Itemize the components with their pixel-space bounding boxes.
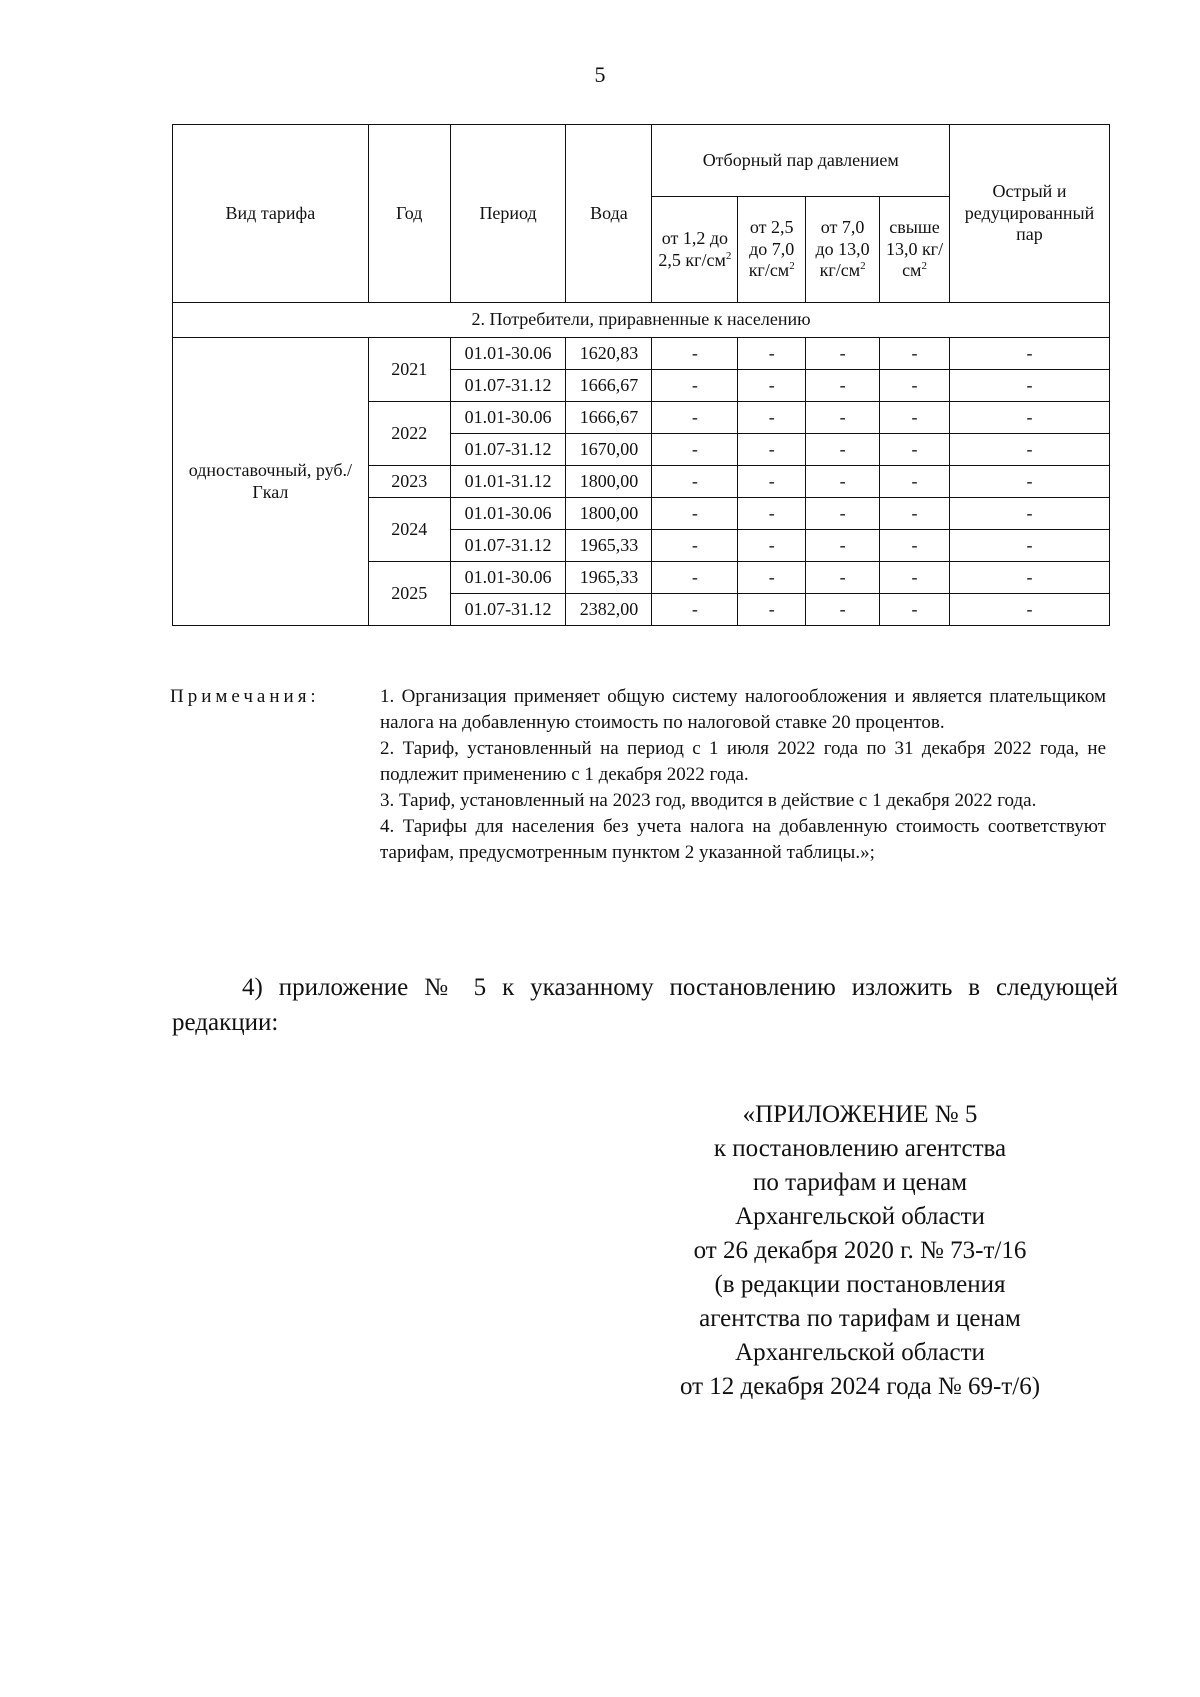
note-item: 4. Тарифы для населения без учета налога на добавленную стоимость соответствуют тарифам, предусмотренным пунктом 2 указанной таблицы.»; [380,816,1106,863]
period-cell: 01.01-30.06 [450,562,566,594]
header-selected-steam: Отборный пар давлением [652,125,950,197]
sharp-steam-cell: - [949,530,1109,562]
sharp-steam-cell: - [949,370,1109,402]
header-period: Период [450,125,566,303]
water-cell: 1666,67 [566,402,652,434]
pressure-3-cell: - [806,338,880,370]
pressure-1-cell: - [652,338,738,370]
pressure-4-cell: - [880,466,950,498]
pressure-3-cell: - [806,370,880,402]
pressure-3-cell: - [806,562,880,594]
pressure-4-cell: - [880,370,950,402]
water-cell: 1670,00 [566,434,652,466]
appendix-line: агентства по тарифам и ценам [699,1305,1021,1332]
pressure-1-cell: - [652,370,738,402]
pressure-2-cell: - [738,530,806,562]
header-pressure-4: свыше 13,0 $кг/см^2$ [880,197,950,303]
pressure-2-cell: - [738,466,806,498]
pressure-3-cell: - [806,530,880,562]
period-cell: 01.01-30.06 [450,498,566,530]
appendix-line: к постановлению агентства [713,1135,1007,1162]
pressure-3-cell: - [806,594,880,626]
water-cell: 1666,67 [566,370,652,402]
notes-list [380,684,1106,866]
header-sharp-steam: Острый и редуцированный пар [949,125,1109,303]
tariff-type-cell: одноставочный, руб./Гкал [173,338,369,626]
appendix-line: (в редакции постановления [714,1271,1006,1298]
year-cell: 2022 [368,402,450,466]
pressure-1-cell: - [652,434,738,466]
note-item: 2. Тариф, установленный на период с 1 июля 2022 года по 31 декабря 2022 года, не подлежит применению с 1 декабря 2022 года. [380,738,1106,785]
notes-label: Примечания: [170,686,320,707]
appendix-line: от 12 декабря 2024 года № 69-т/6) [679,1373,1041,1400]
note-item: 1. Организация применяет общую систему налогообложения и является плательщиком налога на добавленную стоимость по налоговой ставке 20 процентов. [380,686,1106,733]
pressure-3-cell: - [806,498,880,530]
header-pressure-3: от 7,0 до 13,0 $кг/см^2$ [806,197,880,303]
pressure-2-cell: - [738,402,806,434]
sharp-steam-cell: - [949,434,1109,466]
appendix-line: Архангельской области [735,1339,985,1366]
note-item: 3. Тариф, установленный на 2023 год, вводится в действие с 1 декабря 2022 года. [380,790,1037,811]
pressure-4-cell: - [880,402,950,434]
section-heading: 2. Потребители, приравненные к населению [173,303,1110,338]
appendix-line: от 26 декабря 2020 г. № 73-т/16 [693,1237,1027,1264]
pressure-1-cell: - [652,402,738,434]
appendix-line: по тарифам и ценам [752,1169,968,1196]
pressure-4-cell: - [880,562,950,594]
year-cell: 2021 [368,338,450,402]
pressure-1-cell: - [652,498,738,530]
water-cell: 1800,00 [566,498,652,530]
pressure-2-cell: - [738,370,806,402]
water-cell: 1965,33 [566,530,652,562]
period-cell: 01.07-31.12 [450,530,566,562]
sharp-steam-cell: - [949,498,1109,530]
water-cell: 1965,33 [566,562,652,594]
pressure-2-cell: - [738,562,806,594]
period-cell: 01.07-31.12 [450,434,566,466]
instruction-paragraph: 4) приложение № 5 к указанному постановлению изложить в следующей редакции: [172,974,1118,1036]
header-water: Вода [566,125,652,303]
water-cell: 1620,83 [566,338,652,370]
water-cell: 2382,00 [566,594,652,626]
page-number: 5 [594,62,606,87]
pressure-2-cell: - [738,338,806,370]
appendix-header [610,1098,1110,1404]
pressure-4-cell: - [880,498,950,530]
pressure-3-cell: - [806,434,880,466]
period-cell: 01.07-31.12 [450,370,566,402]
pressure-2-cell: - [738,594,806,626]
pressure-1-cell: - [652,562,738,594]
pressure-3-cell: - [806,402,880,434]
pressure-1-cell: - [652,466,738,498]
year-cell: 2023 [368,466,450,498]
pressure-3-cell: - [806,466,880,498]
header-pressure-2: от 2,5 до 7,0 $кг/см^2$ [738,197,806,303]
period-cell: 01.01-30.06 [450,402,566,434]
sharp-steam-cell: - [949,402,1109,434]
header-pressure-1: от 1,2 до 2,5 $кг/см^2$ [652,197,738,303]
header-year: Год [368,125,450,303]
year-cell: 2024 [368,498,450,562]
sharp-steam-cell: - [949,594,1109,626]
pressure-1-cell: - [652,530,738,562]
appendix-line: «ПРИЛОЖЕНИЕ № 5 [742,1101,978,1128]
sharp-steam-cell: - [949,562,1109,594]
period-cell: 01.01-30.06 [450,338,566,370]
period-cell: 01.07-31.12 [450,594,566,626]
pressure-4-cell: - [880,338,950,370]
pressure-4-cell: - [880,594,950,626]
pressure-4-cell: - [880,434,950,466]
pressure-4-cell: - [880,530,950,562]
table-row [173,338,1110,370]
period-cell: 01.01-31.12 [450,466,566,498]
sharp-steam-cell: - [949,338,1109,370]
appendix-line: Архангельской области [735,1203,985,1230]
water-cell: 1800,00 [566,466,652,498]
tariff-table [172,124,1110,626]
pressure-1-cell: - [652,594,738,626]
year-cell: 2025 [368,562,450,626]
header-tariff-type: Вид тарифа [173,125,369,303]
pressure-2-cell: - [738,498,806,530]
sharp-steam-cell: - [949,466,1109,498]
pressure-2-cell: - [738,434,806,466]
